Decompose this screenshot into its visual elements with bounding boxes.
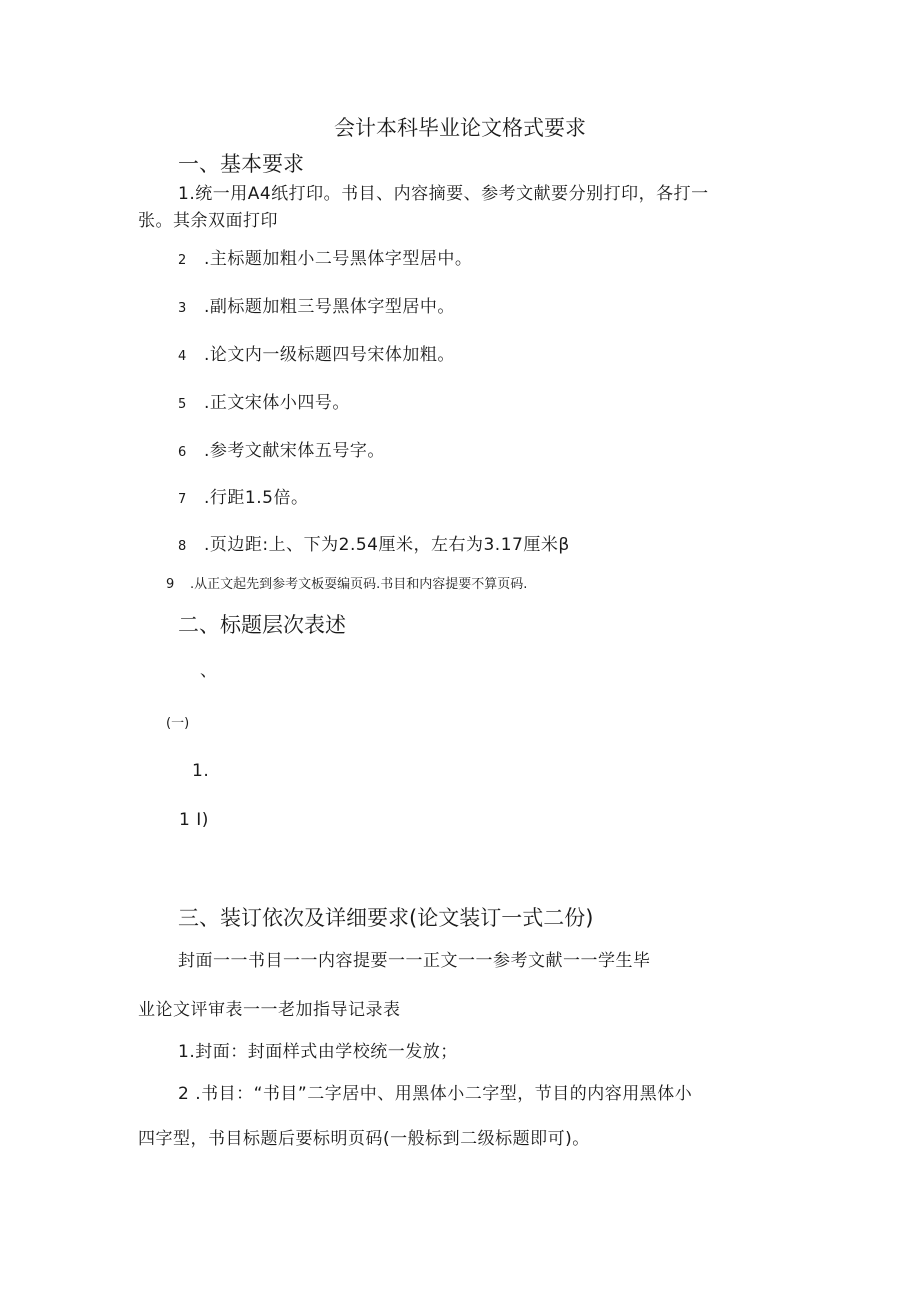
- list-item: [178, 244, 472, 269]
- binding-item-2-line-2: 四字型，书目标题后要标明页码(一般标到二级标题即可)。: [138, 1129, 590, 1149]
- item-text: .页边距:上、下为2.54厘米，左右为3.17厘米β: [204, 535, 570, 555]
- list-item: [166, 573, 527, 592]
- section-3-heading: 三、装订依次及详细要求(论文装订一式二份): [178, 906, 594, 930]
- level-1-marker: 、: [200, 661, 218, 681]
- item-number: 5: [178, 397, 187, 412]
- item-number: 3: [178, 301, 187, 316]
- item-text: .副标题加粗三号黑体字型居中。: [204, 297, 455, 317]
- section-1-heading: 一、基本要求: [178, 152, 304, 176]
- item-text: .正文宋体小四号。: [204, 393, 350, 413]
- item-number: 7: [178, 492, 187, 507]
- item-text: .从正文起先到参考文板耍编页码.书目和内容提要不算页码.: [190, 577, 528, 592]
- list-item: [178, 483, 308, 508]
- list-item: [178, 530, 570, 555]
- item-text: .参考文献宋体五号字。: [204, 441, 385, 461]
- item-text: .主标题加粗小二号黑体字型居中。: [204, 249, 473, 269]
- item-number: 4: [178, 349, 187, 364]
- item-number: 8: [178, 539, 187, 554]
- item-number: 6: [178, 445, 187, 460]
- list-item: [178, 292, 455, 317]
- list-item: [178, 340, 455, 365]
- binding-order-line-2: 业论文评审表一一老加指导记录表: [138, 1000, 401, 1020]
- section-2-heading: 二、标题层次表述: [178, 613, 346, 637]
- list-item: [178, 436, 385, 461]
- level-4-marker: 1 I): [179, 810, 209, 830]
- item-1-line-2: 张。其余双面打印: [138, 211, 278, 231]
- binding-order-line-1: 封面一一书目一一内容提要一一正文一一参考文献一一学生毕: [178, 951, 651, 971]
- item-number: 2: [178, 253, 187, 268]
- page-title: 会计本科毕业论文格式要求: [334, 116, 586, 140]
- item-text: .行距1.5倍。: [204, 488, 309, 508]
- binding-item-2-line-1: 2 .书目：“书目”二字居中、用黑体小二字型，节目的内容用黑体小: [178, 1084, 693, 1104]
- binding-item-1: 1.封面：封面样式由学校统一发放；: [178, 1042, 458, 1062]
- item-text: .论文内一级标题四号宋体加粗。: [204, 345, 455, 365]
- list-item: [178, 388, 350, 413]
- item-number: 9: [166, 577, 175, 592]
- level-3-marker: 1.: [192, 761, 210, 781]
- level-2-marker: (一): [166, 716, 190, 731]
- item-1-line-1: 1.统一用A4纸打印。书目、内容摘要、参考文献要分别打印，各打一: [178, 184, 709, 204]
